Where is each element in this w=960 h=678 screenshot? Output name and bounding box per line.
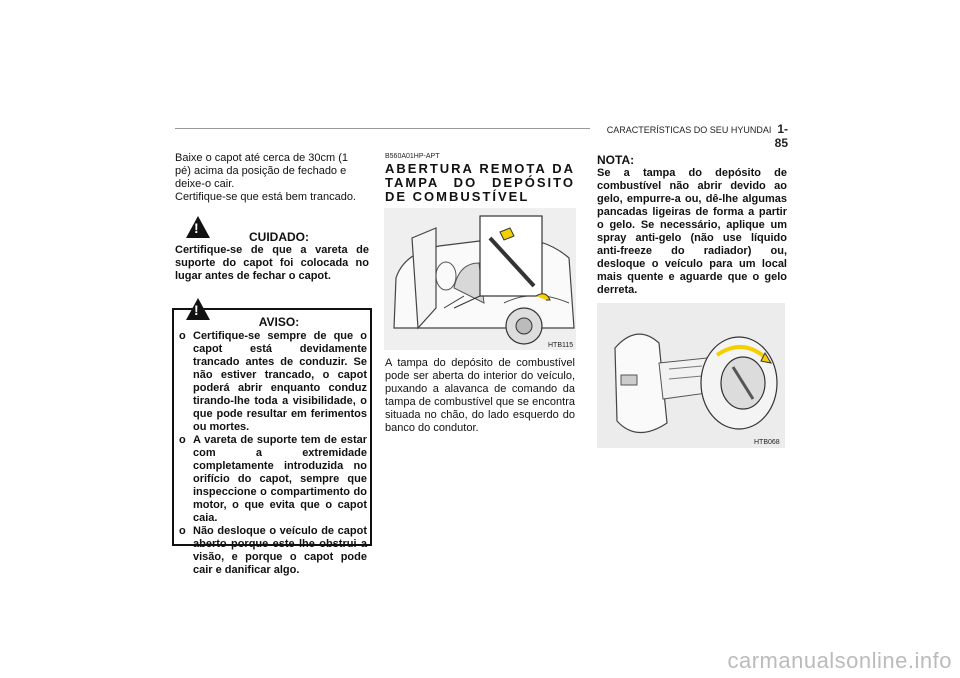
cuidado-box	[174, 210, 372, 288]
warning-triangle-icon: !	[186, 298, 210, 320]
watermark: carmanualsonline.info	[727, 648, 952, 673]
warning-triangle-icon: !	[186, 216, 210, 238]
cuidado-text: Certifique-se de que a vareta de suporte do capot foi colocada no lugar antes de fechar o capot.	[175, 244, 369, 282]
fuel-cap-figure	[597, 303, 785, 448]
fuel-cap-illustration	[597, 303, 785, 448]
section-code: B560A01HP-APT	[385, 153, 440, 160]
fuel-door-paragraph: A tampa do depósito de combustível pode ser aberta do interior do veículo, puxando a alavanca de comando da tampa de combustível que se encontra situada no chão, do lado esquerdo do banco do condutor.	[385, 357, 575, 434]
car-interior-illustration	[384, 208, 576, 350]
cuidado-title: CUIDADO:	[249, 230, 309, 244]
section-title: CARACTERÍSTICAS DO SEU HYUNDAI	[606, 125, 772, 135]
list-item: o Certifique-se sempre de que o capot está devidamente trancado antes de conduzir. Se não estiver trancado, o capot poderá abrir enquanto conduz tirando-lhe toda a visibilidade, o que pode resultar em ferimentos ou mortes.	[179, 330, 367, 433]
list-item: o A vareta de suporte tem de estar com a extremidade completamente introduzida no orifício do capot, sempre que inspeccione o compartimento do motor, o que evita que o capot caia.	[179, 434, 367, 524]
intro-line: Certifique-se que está bem trancado.	[175, 191, 356, 203]
intro-line: pé) acima da posição de fechado e	[175, 165, 347, 177]
nota-title: NOTA:	[597, 153, 635, 167]
aviso-list	[177, 330, 367, 577]
list-item: o Não desloque o veículo de capot aberto porque este lhe obstrui a visão, e porque o capot pode cair e danificar algo.	[179, 525, 367, 576]
intro-line: deixe-o cair.	[175, 178, 235, 190]
page-header	[598, 122, 788, 150]
aviso-box	[172, 302, 372, 576]
header-rule	[175, 128, 590, 129]
aviso-title: AVISO:	[258, 315, 300, 329]
fuel-door-lever-figure	[384, 208, 576, 350]
page-number: 1- 85	[774, 122, 788, 150]
intro-line: Baixe o capot até cerca de 30cm (1	[175, 152, 349, 164]
intro-paragraph	[175, 152, 371, 204]
figure-label: HTB115	[548, 342, 574, 349]
section-heading: ABERTURA REMOTA DA TAMPA DO DEPÓSITO DE COMBUSTÍVEL	[385, 161, 575, 204]
figure-label: HTB068	[754, 439, 780, 446]
nota-text: Se a tampa do depósito de combustível não abrir devido ao gelo, empurre-a ou, dê-lhe algumas pancadas ligeiras de forma a partir o gelo. Se necessário, aplique um spray anti-gelo (não use líquido anti-freeze do radiador) ou, desloque o veículo para um local mais quente e aguarde que o gelo derreta.	[597, 167, 787, 296]
